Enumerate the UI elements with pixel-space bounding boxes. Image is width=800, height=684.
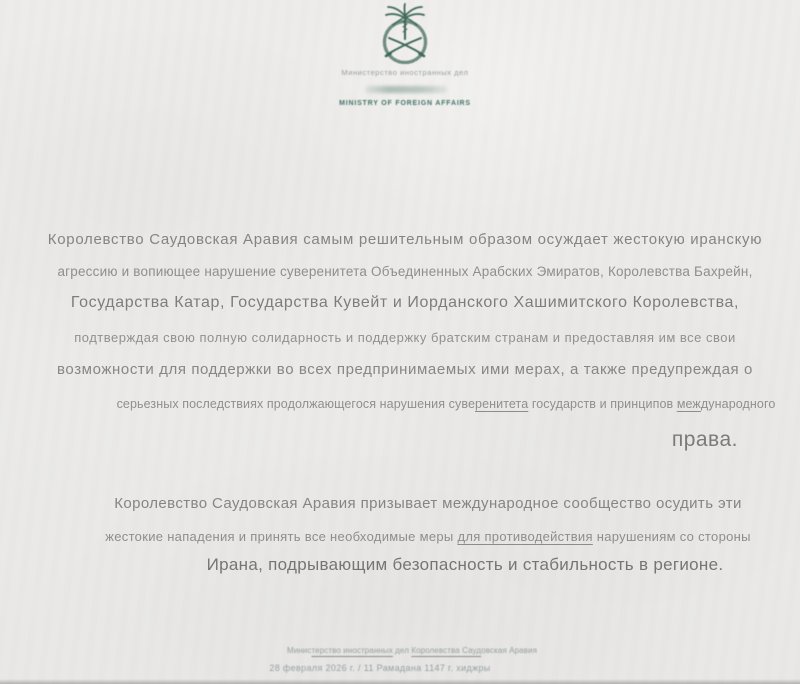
text-line: Королевство Саудовская Аравия призывает международное сообщество осудить эти	[114, 495, 742, 512]
saudi-palm-and-crossed-swords-emblem-icon	[355, 2, 455, 64]
page-bottom-edge	[0, 679, 800, 684]
text-line: 28 февраля 2026 г. / 11 Рамадана 1147 г. хиджры	[269, 663, 491, 673]
text-line: Ирана, подрывающим безопасность и стабильность в регионе.	[206, 555, 724, 574]
text-line: Королевство Саудовская Аравия самым решительным образом осуждает жестокую иранскую	[47, 231, 763, 248]
text-line: подтверждая свою полную солидарность и поддержку братским странам и предоставляя им все свои	[74, 330, 736, 345]
text-line: возможности для поддержки во всех предпринимаемых ими мерах, а также предупреждая о	[57, 361, 753, 378]
ministry-name-russian: Министерство иностранных дел	[341, 68, 469, 77]
text-line: права.	[671, 428, 738, 451]
text-line: агрессию и вопиющее нарушение суверенитета Объединенных Арабских Эмиратов, Королевства Бахрейн,	[57, 264, 753, 279]
ministry-name-english: MINISTRY OF FOREIGN AFFAIRS	[339, 100, 471, 107]
text-line: серьезных последствиях продолжающегося нарушения суверенитета государств и принципов международного	[116, 397, 776, 411]
text-line: жестокие нападения и принять все необходимые меры для противодействия нарушениям со стороны	[105, 529, 751, 544]
blurred-arabic-line	[365, 86, 447, 93]
text-line: Государства Катар, Государства Кувейт и Иорданского Хашимитского Королевства,	[70, 294, 740, 311]
text-line: Министерство иностранных дел Королевства Саудовская Аравия	[286, 646, 538, 655]
